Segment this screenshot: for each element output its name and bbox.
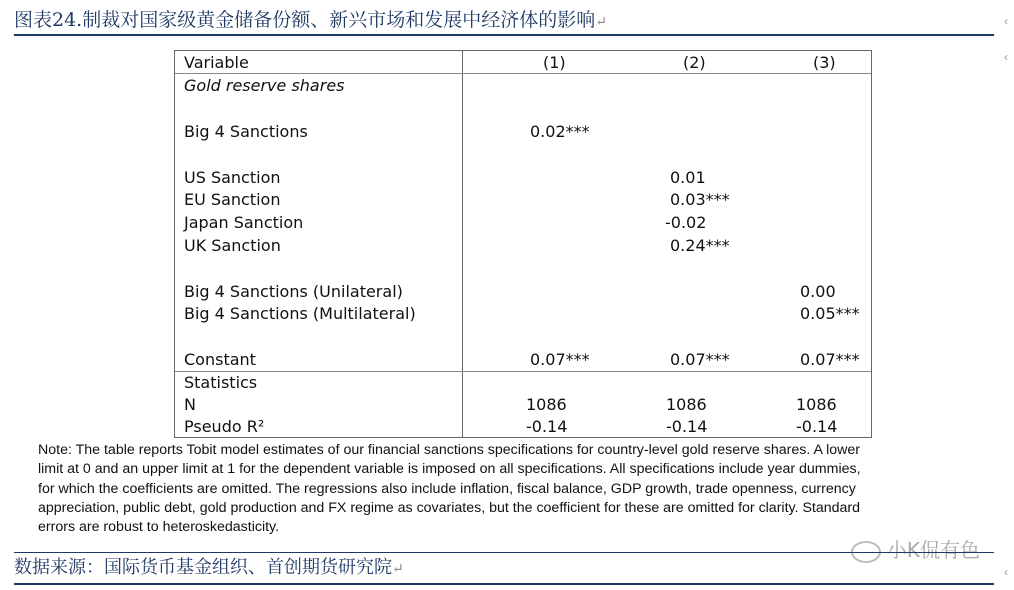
row-label-us: US Sanction [184,168,281,187]
row-uk-c2: 0.24*** [670,236,730,255]
header-col1: (1) [543,53,566,72]
edge-mark: ‹ [1004,14,1008,28]
row-label-uk: UK Sanction [184,236,281,255]
row-label-eu: EU Sanction [184,190,281,209]
row-pseudo-c3: -0.14 [796,417,838,436]
return-mark: ↵ [392,561,404,577]
return-mark: ↵ [595,14,607,30]
row-pseudo-c1: -0.14 [526,417,568,436]
row-eu-c2: 0.03*** [670,190,730,209]
row-big4-c1: 0.02*** [530,122,590,141]
row-label-big4-multilateral: Big 4 Sanctions (Multilateral) [184,304,416,323]
row-label-japan: Japan Sanction [184,213,304,232]
watermark-text: 小K侃有色 [886,538,980,562]
row-constant-c1: 0.07*** [530,350,590,369]
row-big4-unilateral-c3: 0.00 [800,282,836,301]
row-constant-c2: 0.07*** [670,350,730,369]
row-big4-multilateral-c3: 0.05*** [800,304,860,323]
column-divider [462,51,463,437]
data-source-text: 数据来源：国际货币基金组织、首创期货研究院 [14,557,392,578]
row-pseudo-c2: -0.14 [666,417,708,436]
note-line: appreciation, public debt, gold production and FX regime as covariates, but the coefficient for these are omitted for clarity. Standard [38,499,861,516]
note-line: for which the coefficients are omitted. The regressions also include inflation, fiscal balance, GDP growth, trade openness, currency [38,480,856,497]
note-line: limit at 0 and an upper limit at 1 for the dependent variable is imposed on all specifications. All specifications include year dummies, [38,461,861,478]
header-col2: (2) [683,53,706,72]
edge-mark: ‹ [1004,50,1008,64]
row-label-n: N [184,395,196,414]
header-col3: (3) [813,53,836,72]
data-source [14,552,994,585]
note-line: Note: The table reports Tobit model estimates of our financial sanctions specifications for country-level gold reserve shares. A lower [38,442,860,458]
note-line: errors are robust to heteroskedasticity. [38,519,280,536]
row-japan-c2: -0.02 [665,213,707,232]
stats-label: Statistics [184,373,258,392]
row-label-big4: Big 4 Sanctions [184,122,308,141]
row-label-big4-unilateral: Big 4 Sanctions (Unilateral) [184,282,403,301]
header-rule [175,73,871,74]
row-n-c1: 1086 [526,395,567,414]
row-n-c2: 1086 [666,395,707,414]
edge-mark: ‹ [1004,565,1008,579]
regression-table [174,50,872,438]
table-note [38,441,1008,537]
section-label: Gold reserve shares [184,76,345,95]
stats-rule [175,371,871,372]
row-label-pseudo-r2: Pseudo R² [184,417,265,436]
header-variable: Variable [184,53,249,72]
figure-title [14,6,994,36]
figure-title-text: 图表24.制裁对国家级黄金储备份额、新兴市场和发展中经济体的影响 [14,9,596,31]
row-constant-c3: 0.07*** [800,350,860,369]
row-label-constant: Constant [184,350,256,369]
row-us-c2: 0.01 [670,168,706,187]
row-n-c3: 1086 [796,395,837,414]
